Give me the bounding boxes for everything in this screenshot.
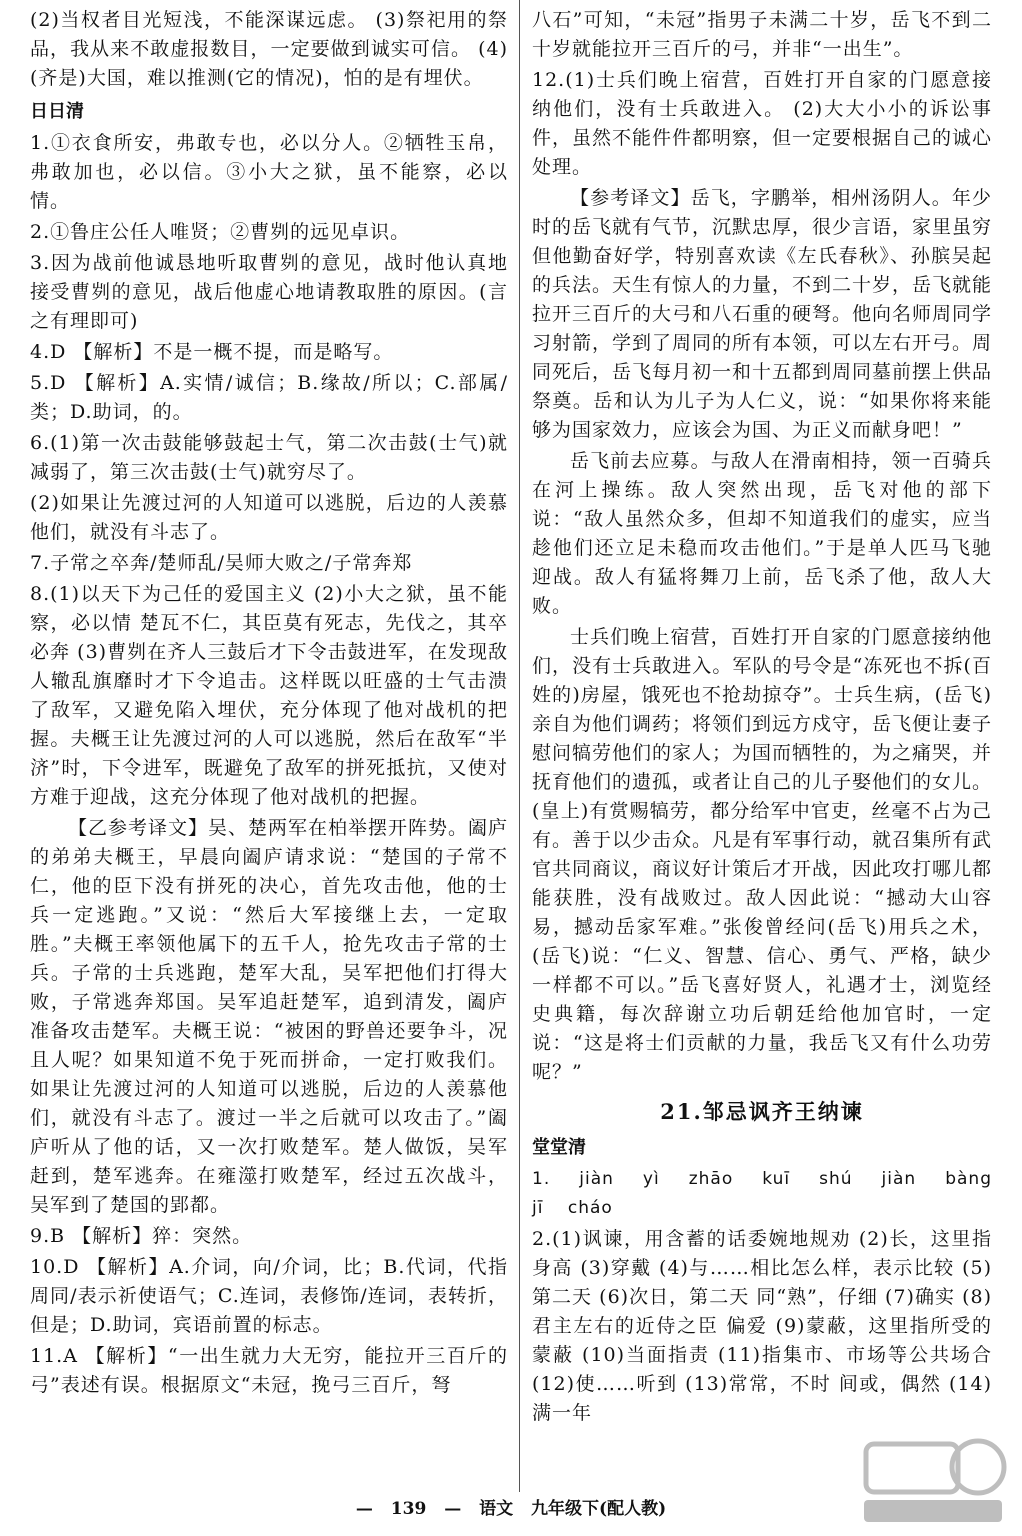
paragraph: (2)当权者目光短浅，不能深谋远虑。 (3)祭祀用的祭品，我从来不敢虚报数目，一定要做到诚实可信。 (4)(齐是)大国，难以推测(它的情况)，怕的是有埋伏。 — [30, 9, 508, 89]
footer-subject: 语文 — [479, 1499, 514, 1519]
answer-1: 1.①衣食所安，弗敢专也，必以分人。②牺牲玉帛，弗敢加也，必以信。③小大之狱，虽不能察，必以情。 — [30, 132, 508, 212]
answer-11: 11.A 【解析】“一出生就力大无穷，能拉开三百斤的弓”表述有误。根据原文“未冠，挽弓三百斤，弩 — [30, 1345, 508, 1396]
page-number: 139 — [390, 1499, 427, 1519]
watermark-logo — [858, 1432, 1008, 1527]
footer-dash-right: — — [444, 1499, 462, 1519]
answer-8: 8.(1)以天下为己任的爱国主义 (2)小大之狱，虽不能察，必以情 楚瓦不仁，其臣莫有死志，先伐之，其卒必奔 (3)曹刿在齐人三鼓后才下令击鼓进军，在发现敌人辙乱旗靡时才下令追击。这样既以旺盛的士气击溃了敌军，又避免陷入埋伏，充分体现了他对战机的把握。夫概王让先渡过河的人可以逃脱，然后在敌军“半济”时，下令进军，既避免了敌军的拼死抵抗，又使对方难于迎战，这充分体现了他对战机的把握。 — [30, 583, 508, 808]
answer-10: 10.D 【解析】A.介词，向/介词，比；B.代词，代指周同/表示祈使语气；C.连词，表修饰/连词，表转折，但是；D.助词，宾语前置的标志。 — [30, 1256, 508, 1336]
footer-dash-left: — — [355, 1499, 373, 1519]
section-heading-tangtangqing: 堂堂清 — [532, 1137, 586, 1158]
answer-6-1: 6.(1)第一次击鼓能够鼓起士气，第二次击鼓(士气)就减弱了，第三次击鼓(士气)就穷尽了。 — [30, 432, 508, 483]
answer-2: 2.①鲁庄公任人唯贤；②曹刿的远见卓识。 — [30, 221, 411, 243]
answer-6-2: (2)如果让先渡过河的人知道可以逃脱，后边的人羡慕他们，就没有斗志了。 — [30, 492, 508, 543]
translation-paragraph-3: 士兵们晚上宿营，百姓打开自家的门愿意接纳他们，没有士兵敢进入。军队的号令是“冻死也不拆(百姓的)房屋，饿死也不抢劫掠夺”。士兵生病，(岳飞)亲自为他们调药；将领们到远方戍守，岳飞便让妻子慰问犒劳他们的家人；为国而牺牲的，为之痛哭，并抚育他们的遗孤，或者让自己的儿子娶他们的女儿。(皇上)有赏赐犒劳，都分给军中官吏，丝毫不占为己有。善于以少击众。凡是有军事行动，就召集所有武官共同商议，商议好计策后才开战，因此攻打哪儿都能获胜，没有战败过。敌人因此说：“撼动大山容易，撼动岳家军难。”张俊曾经问(岳飞)用兵之术，(岳飞)说：“仁义、智慧、信心、勇气、严格，缺少一样都不可以。”岳飞喜好贤人，礼遇才士，浏览经史典籍，每次辞谢立功后朝廷给他加官时，一定说：“这是将士们贡献的力量，我岳飞又有什么功劳呢？” — [532, 626, 993, 1083]
translation-b: 【乙参考译文】吴、楚两军在柏举摆开阵势。阖庐的弟弟夫概王，早晨向阖庐请求说：“楚国的子常不仁，他的臣下没有拼死的决心，首先攻击他，他的士兵一定逃跑。”又说：“然后大军接继上去，一定取胜。”夫概王率领他属下的五千人，抢先攻击子常的士兵。子常的士兵逃跑，楚军大乱，吴军把他们打得大败，子常逃奔郑国。吴军追赶楚军，追到清发，阖庐准备攻击楚军。夫概王说：“被困的野兽还要争斗，况且人呢？如果知道不免于死而拼命，一定打败我们。如果让先渡过河的人知道可以逃脱，后边的人羡慕他们，就没有斗志了。渡过一半之后就可以攻击了。”阖庐听从了他的话，又一次打败楚军。楚人做饭，吴军赶到，楚军逃奔。在雍澨打败楚军，经过五次战斗，吴军到了楚国的郢都。 — [30, 817, 509, 1216]
translation-paragraph-1: 【参考译文】岳飞，字鹏举，相州汤阴人。年少时的岳飞就有气节，沉默忠厚，很少言语，家里虽穷但他勤奋好学，特别喜欢读《左氏春秋》、孙膑吴起的兵法。天生有惊人的力量，不到二十岁，岳飞就能拉开三百斤的大弓和八石重的硬弩。他向名师周同学习射箭，学到了周同的所有本领，可以左右开弓。周同死后，岳飞每月初一和十五都到周同墓前摆上供品祭奠。岳和认为儿子为人仁义，说：“如果你将来能够为国家效力，应该会为国、为正义而献身吧！” — [532, 187, 993, 441]
answer-5: 5.D 【解析】A.实情/诚信；B.缘故/所以；C.部属/类；D.助词，的。 — [30, 372, 508, 423]
column-divider — [519, 0, 520, 1492]
pinyin-answer: 1. jiàn yì zhāo kuī shú jiàn bàng jī cháo — [532, 1169, 992, 1218]
answer-2-vocab: 2.(1)讽谏，用含蓄的话委婉地规劝 (2)长，这里指身高 (3)穿戴 (4)与……相比怎么样，表示比较 (5)第二天 (6)次日，第二天 同“熟”，仔细 (7)确实 (8)君主左右的近侍之臣 偏爱 (9)蒙蔽，这里指所受的蒙蔽 (10)当面指责 (11)指集市、市场等公共场合 (12)使……听到 (13)常常，不时 间或，偶然 (14)满一年 — [532, 1228, 992, 1424]
answer-4: 4.D 【解析】不是一概不提，而是略写。 — [30, 341, 394, 363]
left-column — [30, 6, 508, 1402]
translation-paragraph-2: 岳飞前去应募。与敌人在滑南相持，领一百骑兵在河上操练。敌人突然出现，岳飞对他的部下说：“敌人虽然众多，但却不知道我们的虚实，应当趁他们还立足未稳而攻击他们。”于是单人匹马飞驰迎战。敌人有猛将舞刀上前，岳飞杀了他，敌人大败。 — [532, 450, 992, 617]
right-column — [532, 6, 992, 1430]
answer-11-cont: 八石”可知，“未冠”指男子未满二十岁，岳飞不到二十岁就能拉开三百斤的弓，并非“一出生”。 — [532, 9, 992, 60]
footer-grade: 九年级下(配人教) — [531, 1499, 667, 1519]
answer-9: 9.B 【解析】猝：突然。 — [30, 1225, 253, 1247]
answer-7: 7.子常之卒奔/楚师乱/吴师大败之/子常奔郑 — [30, 552, 413, 574]
section-heading-rirqing: 日日清 — [30, 101, 84, 122]
lesson-title: 21.邹忌讽齐王纳谏 — [660, 1099, 864, 1124]
answer-3: 3.因为战前他诚恳地听取曹刿的意见，战时他认真地接受曹刿的意见，战后他虚心地请教取胜的原因。(言之有理即可) — [30, 252, 508, 332]
answer-12: 12.(1)士兵们晚上宿营，百姓打开自家的门愿意接纳他们，没有士兵敢进入。 (2)大大小小的诉讼事件，虽然不能件件都明察，但一定要根据自己的诚心处理。 — [532, 69, 993, 178]
